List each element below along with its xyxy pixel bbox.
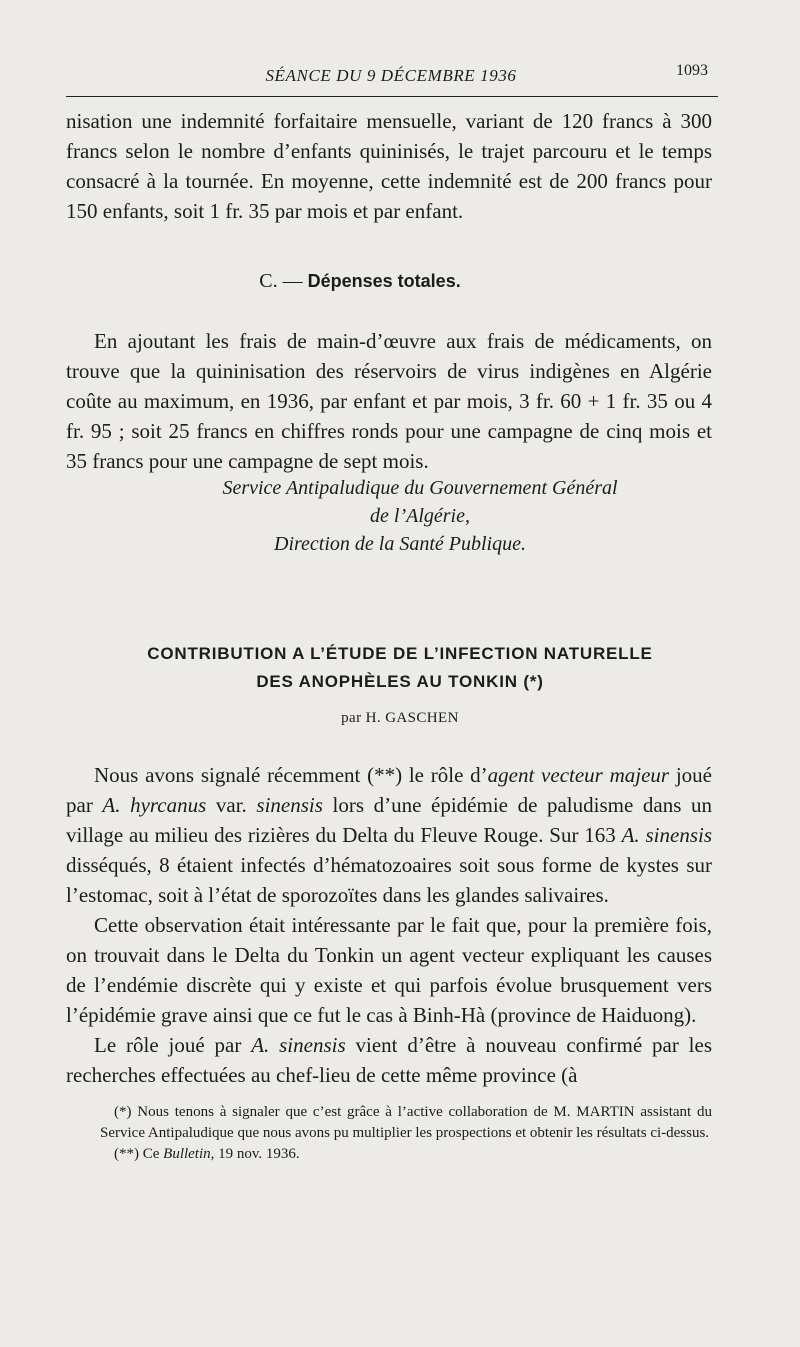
costs-paragraph: En ajoutant les frais de main-d’œuvre aux frais de médicaments, on trouve que la quininisation des réservoirs de virus indigènes en Algérie coûte au maximum, en 1936, par enfant et par mois, 3 fr. 60 + 1 fr. 35 ou 4 fr. 95 ; soit 25 francs en chiffres ronds pour une campagne de cinq mois et 35 francs pour une campagne de sept mois. [66, 329, 712, 473]
fn2-text-a: (**) Ce [114, 1146, 164, 1162]
p1-text-a: Nous avons signalé récemment (**) le rôle d’ [94, 763, 488, 787]
article-byline: par H. GASCHEN [341, 710, 459, 726]
p3-text-a: Le rôle joué par [94, 1033, 252, 1057]
p3-species-sinensis: A. sinensis [251, 1033, 346, 1057]
footnote-1: (*) Nous tenons à signaler que c’est grâce à l’active collaboration de M. MARTIN assistant du Service Antipaludique que nous avons pu multiplier les prospections et obtenir les résultats ci-dessus. [100, 1104, 712, 1141]
footnote-2 [100, 1144, 712, 1165]
running-head-title: SÉANCE DU 9 DÉCEMBRE 1936 [265, 66, 517, 85]
article-title-line-2: DES ANOPHÈLES AU TONKIN (*) [256, 672, 544, 691]
p1-text-g: lors d’une épidémie de paludisme dans un village au milieu des rizières du Delta du Fleuve Rouge. Sur 163 [66, 793, 712, 847]
page-number: 1093 [676, 62, 708, 79]
p1-emphasis-agent: agent vecteur majeur [487, 763, 670, 787]
fn2-journal: Bulletin, [163, 1146, 215, 1162]
running-head [66, 62, 716, 90]
body-paragraph-1 [66, 760, 712, 910]
p1-text-i: disséqués, 8 étaient infectés d’hématozoaires soit sous forme de kystes sur l’estomac, soit à l’état de sporozoïtes dans les glandes salivaires. [66, 853, 712, 907]
p1-text-c: joué par [66, 763, 712, 817]
p3-text-c: vient d’être à nouveau confirmé par les recherches effectuées au chef-lieu de cette même province (à [66, 1033, 712, 1087]
section-title: Dépenses totales. [307, 271, 461, 291]
body-paragraph-3 [66, 1030, 712, 1090]
p1-variety-sinensis: sinensis [256, 793, 323, 817]
section-letter: C. — [259, 270, 303, 292]
carryover-paragraph: nisation une indemnité forfaitaire mensuelle, variant de 120 francs à 300 francs selon le nombre d’enfants quininisés, le trajet parcouru et le temps consacré à la tournée. En moyenne, cette indemnité est de 200 francs pour 150 enfants, soit 1 fr. 35 par mois et par enfant. [66, 109, 712, 223]
p1-text-e: var. [206, 793, 257, 817]
footnotes [100, 1102, 712, 1165]
header-rule [66, 96, 718, 97]
signature-line-1: Service Antipaludique du Gouvernement Général [222, 477, 618, 499]
signature-line-2: de l’Algérie, [370, 505, 470, 527]
section-heading [80, 270, 640, 293]
signature-line-3: Direction de la Santé Publique. [274, 533, 526, 555]
article-title-line-1: CONTRIBUTION A L’ÉTUDE DE L’INFECTION NATURELLE [147, 644, 653, 663]
p1-species-sinensis: A. sinensis [621, 823, 712, 847]
article-title [80, 640, 720, 696]
p1-species-hyrcanus: A. hyrcanus [102, 793, 207, 817]
fn2-text-c: 19 nov. 1936. [214, 1146, 300, 1162]
body-paragraph-2: Cette observation était intéressante par le fait que, pour la première fois, on trouvait dans le Delta du Tonkin un agent vecteur expliquant les causes de l’endémie discrète qui y existe et qui parfois évolue brusquement vers l’épidémie grave ainsi que ce fut le cas à Binh-Hà (province de Haiduong). [66, 913, 712, 1027]
